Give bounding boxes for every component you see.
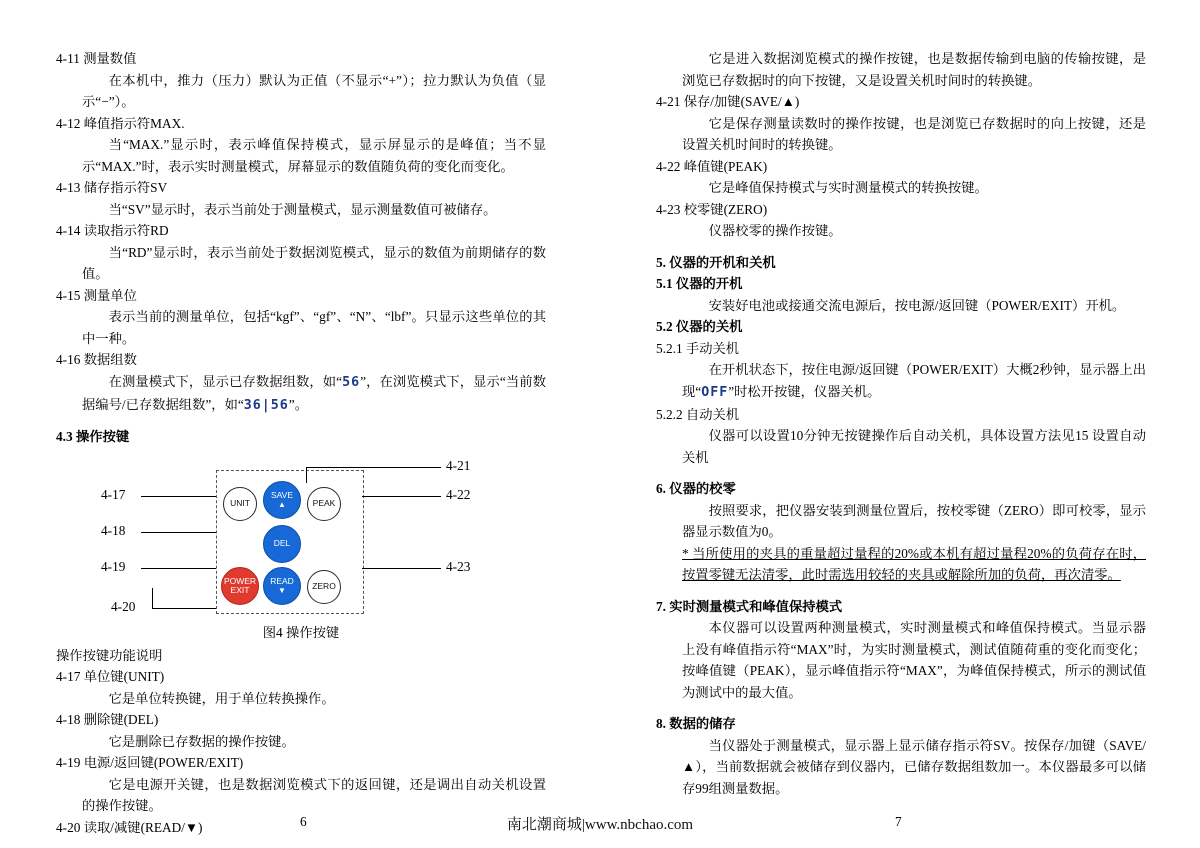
zero-button-label: ZERO [312,581,336,592]
del-button[interactable] [263,525,301,563]
down-arrow-icon: ▼ [278,586,286,596]
callout-4-17: 4-17 [101,486,126,502]
heading-4-15: 4-15 测量单位 [56,287,137,303]
read-button-label: READ [270,576,294,587]
heading-4-13: 4-13 储存指示符SV [56,180,168,196]
zero-button[interactable] [307,570,341,604]
paragraph-4-11: 在本机中，推力（压力）默认为正值（不显示“+”）；拉力默认为负值（显示“−”）。 [82,72,546,110]
callout-4-20: 4-20 [111,598,136,614]
peak-button[interactable] [307,487,341,521]
paragraph-4-19: 它是电源开关键，也是数据浏览模式下的返回键，还是调出自动关机设置的操作按键。 [82,776,546,814]
heading-7: 7. 实时测量模式和峰值保持模式 [656,598,843,614]
callout-4-22: 4-22 [446,486,471,502]
paragraph-4-16-pre: 在测量模式下，显示已存数据组数，如“ [108,373,343,389]
unit-button[interactable] [223,487,257,521]
paragraph-4-21: 它是保存测量读数时的操作按键，也是浏览已存数据时的向上按键，还是设置关机时间时的转换键。 [682,115,1146,153]
heading-5: 5. 仪器的开机和关机 [656,254,776,270]
paragraph-4-15: 表示当前的测量单位，包括“kgf”、“gf”、“N”、“lbf”。只显示这些单位的其中一种。 [82,309,546,346]
paragraph-4-16 [56,371,546,416]
heading-4-19: 4-19 电源/返回键(POWER/EXIT) [56,755,244,771]
leader-line-4-20b [152,588,153,609]
paragraph-4-14: 当“RD”显示时，表示当前处于数据浏览模式，显示的数值为前期储存的数值。 [82,244,546,282]
paragraph-7: 本仪器可以设置两种测量模式，实时测量模式和峰值保持模式。当显示器上没有峰值指示符“MAX”时，为实时测量模式，测试值随荷重的变化而变化；按峰值键（PEAK），显示峰值指示符“MAX”，为峰值保持模式，所示的测试值为测试中的最大值。 [682,620,1146,700]
leader-line-4-21a [306,467,441,468]
heading-4-11: 4-11 测量数值 [56,51,137,66]
heading-5-2-2: 5.2.2 自动关机 [656,406,740,422]
callout-4-21: 4-21 [446,457,471,473]
heading-4-20: 4-20 读取/减键(READ/▼) [56,819,203,835]
left-column [56,48,546,838]
keypad-figure [56,457,546,645]
read-button[interactable] [263,567,301,605]
heading-4-23: 4-23 校零键(ZERO) [656,201,768,217]
power-exit-button[interactable] [221,567,259,605]
page-number-right: 7 [895,814,902,829]
leader-line-4-19 [141,568,216,569]
site-watermark: 南北潮商城|www.nbchao.com [506,817,694,833]
callout-4-19: 4-19 [101,558,126,574]
heading-4-18: 4-18 删除键(DEL) [56,712,159,728]
seven-segment-value-36-56: 36|56 [243,397,289,413]
save-button-label: SAVE [270,490,294,501]
heading-4-3: 4.3 操作按键 [56,429,130,445]
leader-line-4-18 [141,532,216,533]
paragraph-4-16-mid: ”，在浏览模式下，显示“当前数据编号/已存数据组数”，如“ [82,373,546,412]
callout-4-23: 4-23 [446,558,471,574]
power-button-label: POWER [223,575,257,586]
heading-4-14: 4-14 读取指示符RD [56,223,169,239]
heading-4-21: 4-21 保存/加键(SAVE/▲) [656,94,800,110]
paragraph-4-20: 它是进入数据浏览模式的操作按键，也是数据传输到电脑的传输按键，是浏览已存数据时的向下按键，又是设置关机时间时的转换键。 [682,51,1146,88]
leader-line-4-21b [306,467,307,483]
page-number-left: 6 [300,814,307,829]
up-arrow-icon: ▲ [278,500,286,510]
heading-4-16: 4-16 数据组数 [56,352,137,368]
leader-line-4-17 [141,496,216,497]
heading-5-1: 5.1 仪器的开机 [656,276,743,292]
paragraph-4-18: 它是删除已存数据的操作按键。 [108,733,295,749]
paragraph-5-2-2: 仪器可以设置10分钟无按键操作后自动关机，具体设置方法见15 设置自动关机 [682,428,1146,465]
paragraph-5-1: 安装好电池或接通交流电源后，按电源/返回键（POWER/EXIT）开机。 [708,297,1126,313]
paragraph-8: 当仪器处于测量模式，显示器上显示储存指示符SV。按保存/加键（SAVE/▲），当前数据就会被储存到仪器内，已储存数据组数加一。本仪器最多可以储存99组测量数据。 [682,737,1146,796]
leader-line-4-22 [362,496,441,497]
paragraph-5-2-1 [656,359,1146,403]
unit-button-label: UNIT [230,498,250,509]
paragraph-4-23: 仪器校零的操作按键。 [708,223,842,239]
seven-segment-value-56: 56 [342,374,361,390]
paragraph-6: 按照要求，把仪器安装到测量位置后，按校零键（ZERO）即可校零，显示器显示数值为0。 [682,502,1146,540]
keypad-panel [216,470,364,614]
callout-4-18: 4-18 [101,522,126,538]
heading-4-17: 4-17 单位键(UNIT) [56,669,165,685]
paragraph-4-12: 当“MAX.”显示时，表示峰值保持模式，显示屏显示的是峰值；当不显示“MAX.”时，表示实时测量模式，屏幕显示的数值随负荷的变化而变化。 [82,137,546,174]
heading-4-22: 4-22 峰值键(PEAK) [656,158,768,174]
right-column [656,48,1146,800]
paragraph-4-17: 它是单位转换键，用于单位转换操作。 [108,690,335,706]
paragraph-5-2-1-post: ”时松开按键，仪器关机。 [728,383,881,399]
seven-segment-value-off: OFF [701,384,729,400]
heading-4-12: 4-12 峰值指示符MAX. [56,115,185,131]
paragraph-4-16-post: ”。 [288,396,308,412]
leader-line-4-20a [152,608,216,609]
figure-caption: 图4 操作按键 [262,624,340,640]
leader-line-4-23 [362,568,441,569]
paragraph-5-2-1-pre: 在开机状态下，按住电源/返回键（POWER/EXIT）大概2秒钟，显示器上出现“ [682,362,1146,399]
paragraph-4-22: 它是峰值保持模式与实时测量模式的转换按键。 [708,180,988,196]
heading-5-2: 5.2 仪器的关机 [656,319,743,335]
paragraph-6-note: * 当所使用的夹具的重量超过量程的20%或本机有超过量程20%的负荷存在时，按置零键无法清零，此时需选用较轻的夹具或解除所加的负荷，再次清零。 [682,545,1146,583]
heading-8: 8. 数据的储存 [656,716,736,732]
peak-button-label: PEAK [312,498,336,509]
exit-button-label: EXIT [230,584,250,595]
heading-5-2-1: 5.2.1 手动关机 [656,340,740,356]
del-button-label: DEL [273,538,291,549]
save-button[interactable] [263,481,301,519]
paragraph-4-13: 当“SV”显示时，表示当前处于测量模式，显示测量数值可被储存。 [108,201,497,217]
keypad-function-intro: 操作按键功能说明 [56,647,163,663]
heading-6: 6. 仪器的校零 [656,481,736,497]
